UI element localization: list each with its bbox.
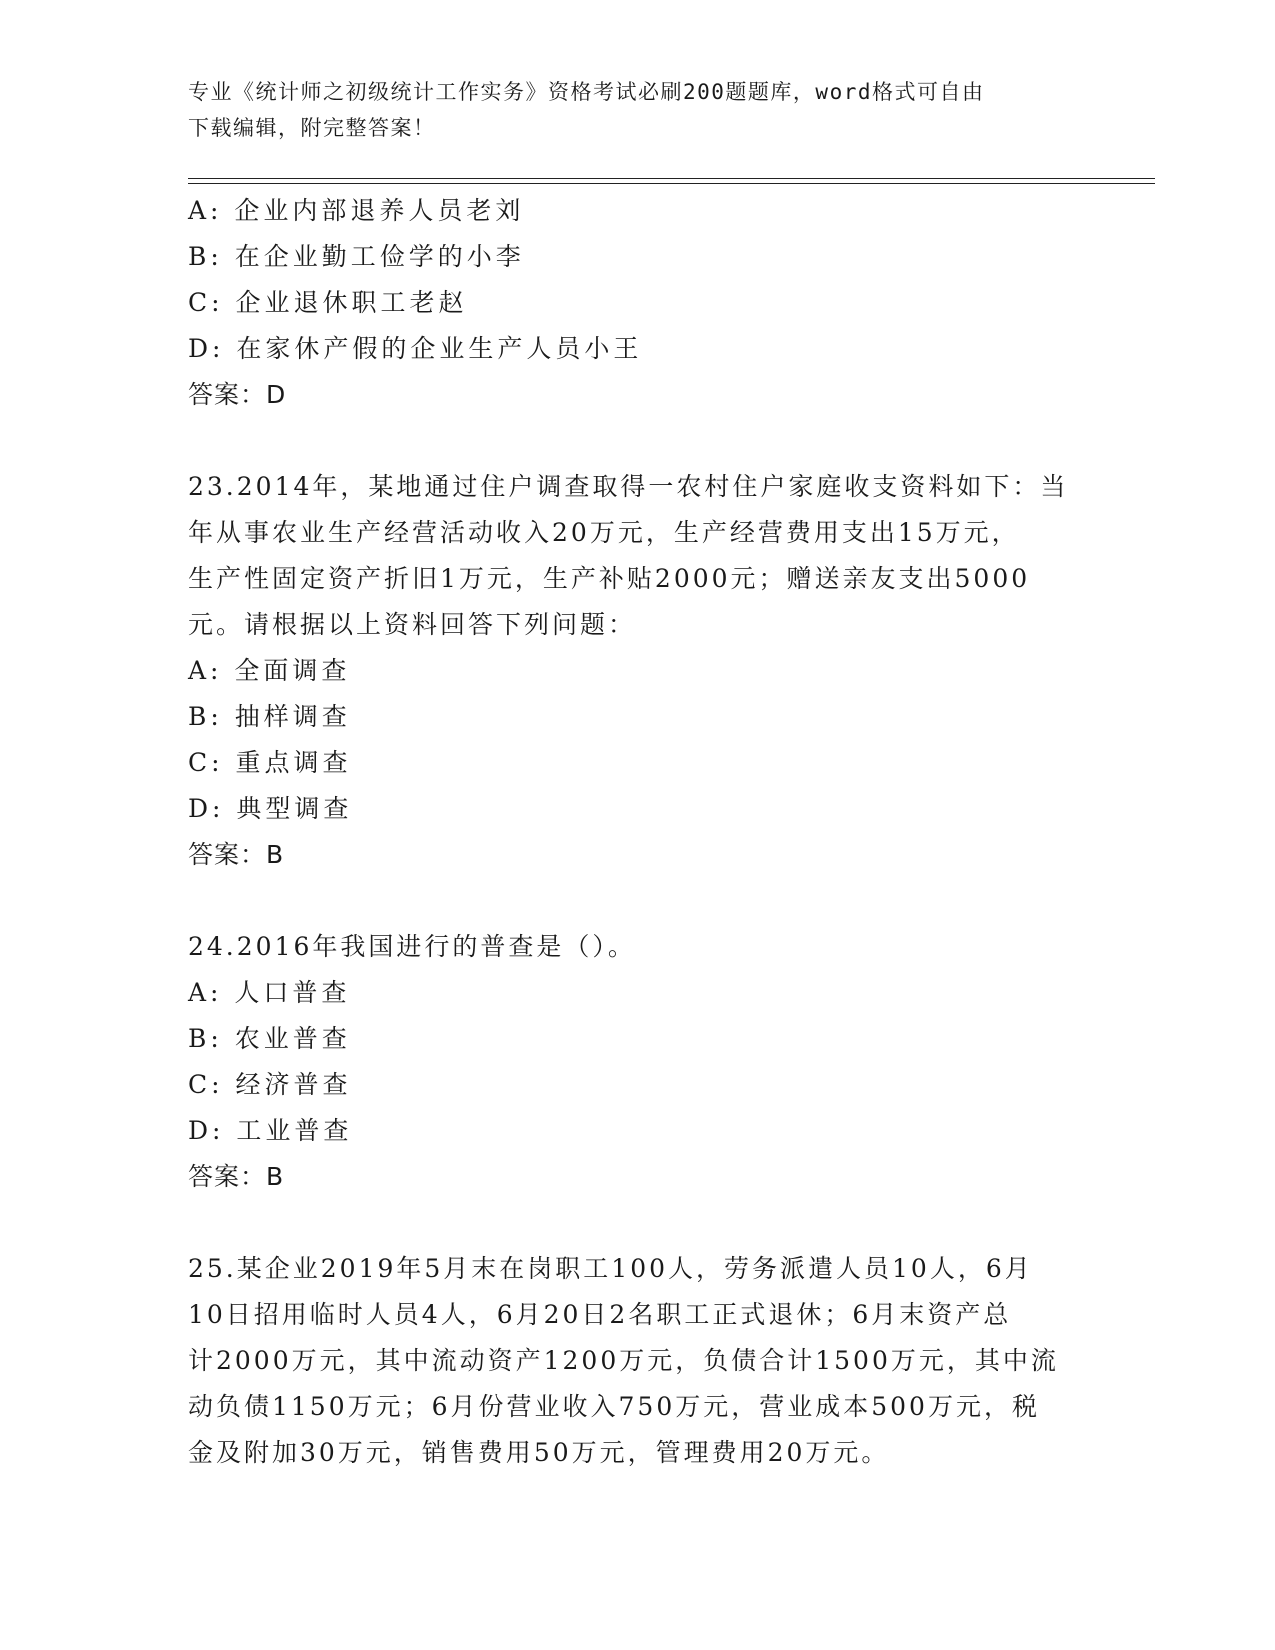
question-list [188, 188, 1088, 1476]
option-a: A: 企业内部退养人员老刘 [188, 196, 525, 225]
question-stem-line: 25.某企业2019年5月末在岗职工100人，劳务派遣人员10人，6月 [188, 1254, 1033, 1283]
question-continued [188, 188, 1088, 418]
option-a: A: 人口普查 [188, 978, 351, 1007]
question-stem-line: 生产性固定资产折旧1万元，生产补贴2000元；赠送亲友支出5000 [188, 564, 1031, 593]
question-stem-line: 金及附加30万元，销售费用50万元，管理费用20万元。 [188, 1438, 890, 1467]
question-stem-line: 动负债1150万元；6月份营业收入750万元，营业成本500万元，税 [188, 1392, 1040, 1421]
header-divider-top [188, 178, 1155, 179]
question-23 [188, 464, 1088, 878]
header-line-1: 专业《统计师之初级统计工作实务》资格考试必刷200题题库，word格式可自由 [188, 80, 985, 104]
question-24 [188, 924, 1088, 1200]
answer: 答案：D [188, 380, 287, 409]
question-stem-line: 计2000万元，其中流动资产1200万元，负债合计1500万元，其中流 [188, 1346, 1059, 1375]
question-25 [188, 1246, 1088, 1476]
option-d: D: 典型调查 [188, 794, 353, 823]
option-b: B: 在企业勤工俭学的小李 [188, 242, 525, 271]
option-c: C: 经济普查 [188, 1070, 352, 1099]
option-a: A: 全面调查 [188, 656, 351, 685]
option-c: C: 企业退休职工老赵 [188, 288, 468, 317]
question-stem-line: 10日招用临时人员4人，6月20日2名职工正式退休；6月末资产总 [188, 1300, 1012, 1329]
option-b: B: 抽样调查 [188, 702, 351, 731]
document-header [188, 74, 1068, 146]
option-b: B: 农业普查 [188, 1024, 351, 1053]
option-c: C: 重点调查 [188, 748, 352, 777]
header-line-2: 下载编辑，附完整答案！ [188, 116, 436, 140]
header-divider-bottom [188, 183, 1155, 184]
question-stem-line: 元。请根据以上资料回答下列问题： [188, 610, 637, 639]
answer: 答案：B [188, 1162, 285, 1191]
question-stem-line: 年从事农业生产经营活动收入20万元，生产经营费用支出15万元， [188, 518, 1020, 547]
option-d: D: 在家休产假的企业生产人员小王 [188, 334, 643, 363]
question-stem-line: 24.2016年我国进行的普查是（）。 [188, 932, 636, 961]
question-stem-line: 23.2014年，某地通过住户调查取得一农村住户家庭收支资料如下：当 [188, 472, 1069, 501]
answer: 答案：B [188, 840, 285, 869]
option-d: D: 工业普查 [188, 1116, 353, 1145]
